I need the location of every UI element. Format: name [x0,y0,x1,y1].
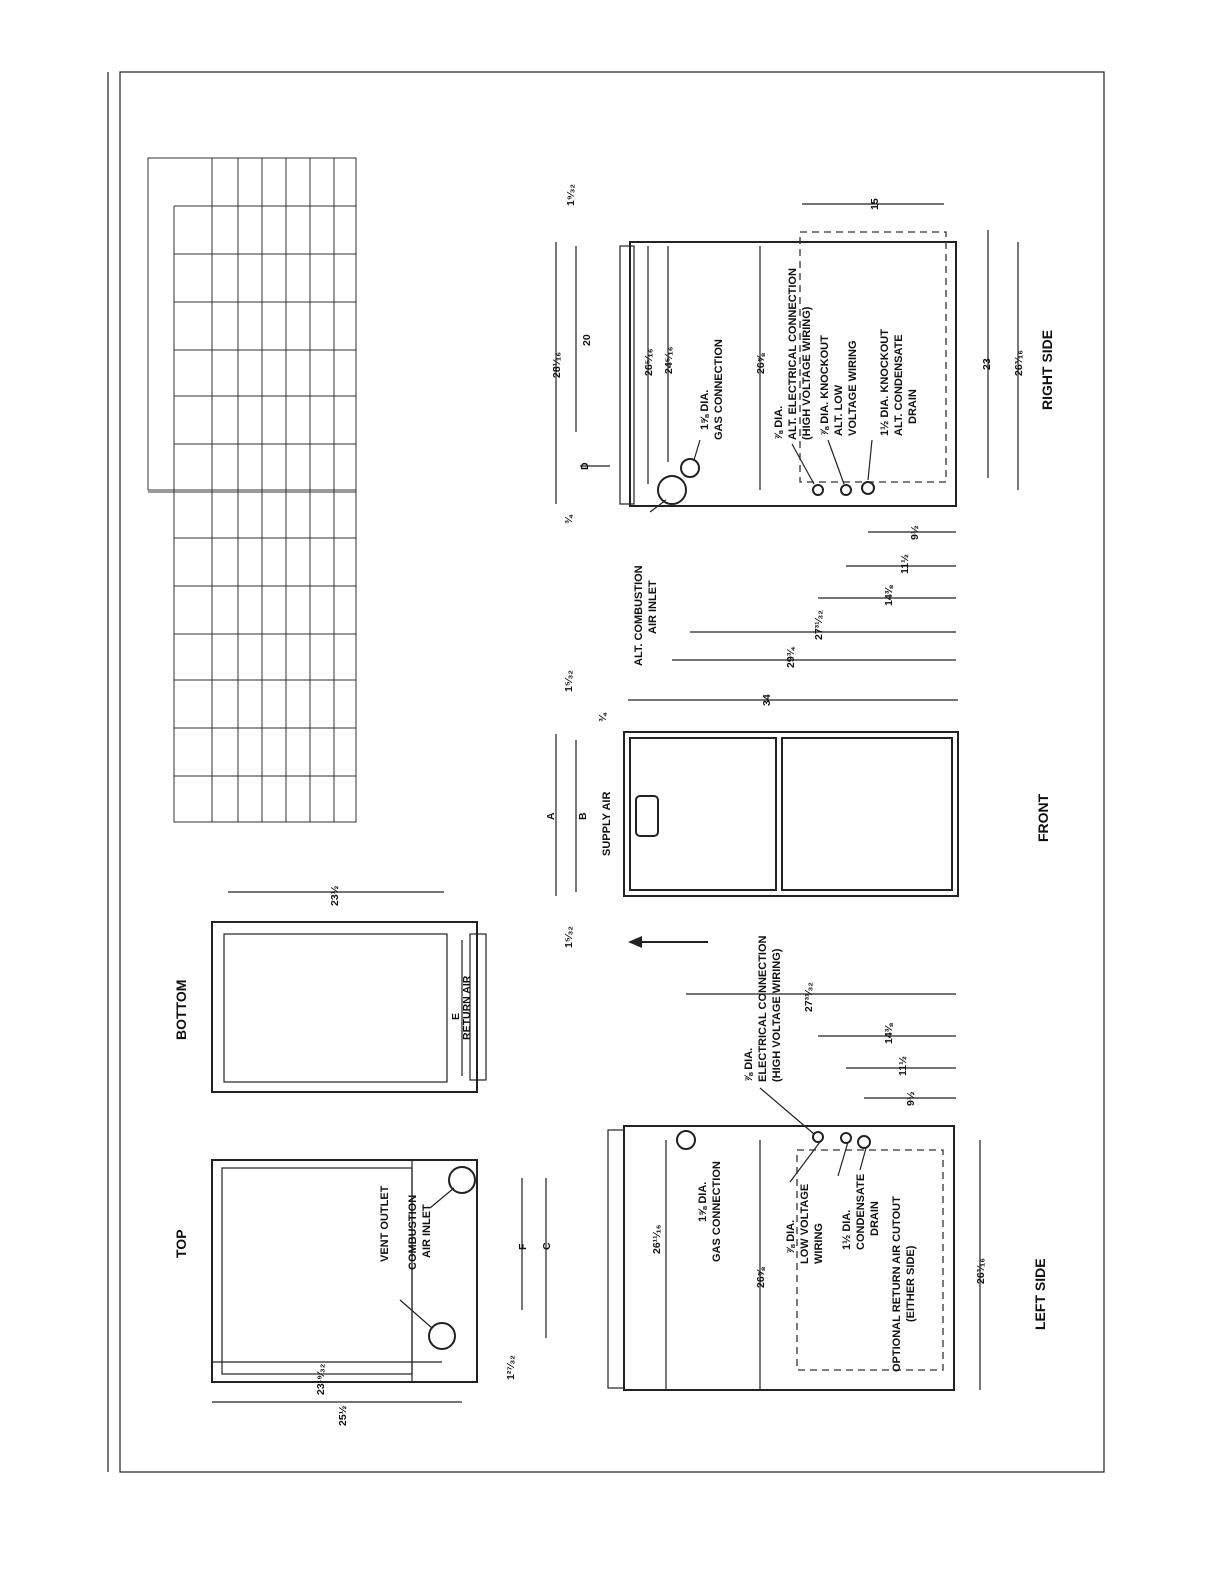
left-side-top-cap [608,1130,624,1388]
right-gas-1: 1⅝ DIA. [699,389,711,430]
right-dim-4: 24⁵⁄₁₆ [663,346,675,374]
right-combustion-inlet-icon [658,476,686,504]
right-side-top-cap [620,246,634,504]
left-opt-2: (EITHER SIDE) [905,1245,917,1322]
left-lv-2: LOW VOLTAGE [799,1183,811,1264]
left-elec-1: ⅞ DIA. [743,1047,755,1082]
right-ko-3: VOLTAGE WIRING [847,340,859,436]
table-body-block [174,490,356,822]
airflow-arrow-head [628,936,642,948]
front-dim-4: 34 [761,694,773,706]
bottom-outline [212,922,477,1092]
right-ko-1: ⅞ DIA. KNOCKOUT [819,335,831,436]
front-dim-2: 1⁵⁄₃₂ [563,669,575,692]
vent-outlet-label: VENT OUTLET [379,1185,391,1262]
right-elec-connection-icon [813,485,823,495]
top-dim-f: F [517,1243,529,1250]
left-elec-3: (HIGH VOLTAGE WIRING) [771,948,783,1082]
left-cd-2: CONDENSATE [855,1173,867,1250]
right-gas-connection-icon [681,459,699,477]
right-comb-1: ALT. COMBUSTION [633,565,645,666]
right-side-view [551,184,1055,668]
table-header-block [148,158,356,490]
front-lower-door [782,738,952,890]
right-elec-2: ALT. ELECTRICAL CONNECTION [787,268,799,440]
left-dim-1: 26¹¹⁄₁₆ [651,1224,663,1254]
right-dim-6: D [579,462,591,470]
spec-table [148,158,356,822]
right-dim-9: 15 [869,198,881,210]
right-dim-2: 20 [581,334,593,346]
left-lv-1: ⅞ DIA. [785,1219,797,1254]
top-dim-1: 23¹⁹⁄₃₂ [315,1363,327,1395]
front-dim-b: B [577,812,589,820]
bottom-view [173,885,486,1092]
left-gas-1: 1⅝ DIA. [697,1181,709,1222]
top-view [173,1160,553,1426]
left-opt-1: OPTIONAL RETURN AIR CUTOUT [891,1196,903,1372]
left-cd-3: DRAIN [869,1201,881,1236]
left-lv-3: WIRING [813,1223,825,1264]
front-upper-door [630,738,776,890]
right-gas-2: GAS CONNECTION [713,339,725,440]
left-low-voltage-icon [841,1133,851,1143]
front-dim-a: A [545,812,557,820]
right-dim-15: 27³¹⁄₃₂ [813,610,825,640]
right-dim-12: 9½ [909,525,921,540]
bottom-dim-e: E [450,1012,462,1020]
left-dim-3: 26³⁄₁₆ [975,1257,987,1284]
right-cd-3: DRAIN [907,389,919,424]
combustion-label-1: COMBUSTION [407,1194,419,1270]
front-door-handle [636,796,658,836]
front-dim-3: ¾ [597,713,609,722]
front-view [545,670,1051,948]
left-dim-7: 9½ [905,1091,917,1106]
right-dim-1: 28¹⁄₁₆ [551,351,563,378]
left-gas-connection-icon [677,1131,695,1149]
left-condensate-icon [858,1136,870,1148]
right-dim-11: 26³⁄₁₆ [1013,349,1025,376]
return-air-label: RETURN AIR [461,975,473,1040]
right-comb-2: AIR INLET [647,580,659,634]
left-cd-1: 1½ DIA. [841,1209,853,1250]
right-dim-7: ¾ [563,515,575,524]
left-gas-2: GAS CONNECTION [711,1161,723,1262]
bottom-return-opening [224,934,447,1082]
right-dim-10: 23 [981,358,993,370]
left-side-title: LEFT SIDE [1032,1258,1048,1330]
top-view-title: TOP [173,1229,189,1258]
right-condensate-icon [862,482,874,494]
bottom-view-title: BOTTOM [173,979,189,1040]
left-dim-5: 14⅜ [883,1023,895,1044]
right-leaders [650,440,872,512]
left-elec-connection-icon [813,1132,823,1142]
front-outline [624,732,958,896]
right-elec-3: (HIGH VOLTAGE WIRING) [801,306,813,440]
right-elec-1: ⅞ DIA. [773,405,785,440]
right-dim-5: 26⅝ [755,353,767,374]
right-dim-3: 26⁵⁄₁₆ [643,348,655,376]
right-cd-2: ALT. CONDENSATE [893,334,905,436]
front-dim-1: 1⁵⁄₃₂ [563,925,575,948]
right-cd-1: 1½ DIA. KNOCKOUT [879,329,891,436]
right-dim-8: 1⁹⁄₃₂ [565,183,577,206]
left-dim-4: 27³¹⁄₃₂ [803,982,815,1012]
right-knockout-icon [841,485,851,495]
right-dim-14: 14⅜ [883,585,895,606]
front-title: FRONT [1035,793,1051,842]
right-side-title: RIGHT SIDE [1039,329,1055,410]
right-dim-13: 11½ [899,554,911,574]
right-ko-2: ALT. LOW [833,384,845,436]
top-dim-3: 1²⁷⁄₃₂ [505,1355,517,1380]
vent-outlet-icon [429,1323,455,1349]
left-elec-2: ELECTRICAL CONNECTION [757,935,769,1082]
right-dim-16: 29¾ [785,647,797,668]
left-dim-6: 11½ [897,1056,909,1076]
left-dim-2: 26⅝ [755,1267,767,1288]
airflow-arrow [628,936,708,948]
bottom-dim-1: 23½ [329,885,341,906]
combustion-label-2: AIR INLET [421,1204,433,1258]
left-side-view [608,935,1048,1390]
supply-air-label: SUPPLY AIR [601,791,613,856]
top-dim-c: C [541,1242,553,1250]
top-dim-2: 25½ [337,1405,349,1426]
